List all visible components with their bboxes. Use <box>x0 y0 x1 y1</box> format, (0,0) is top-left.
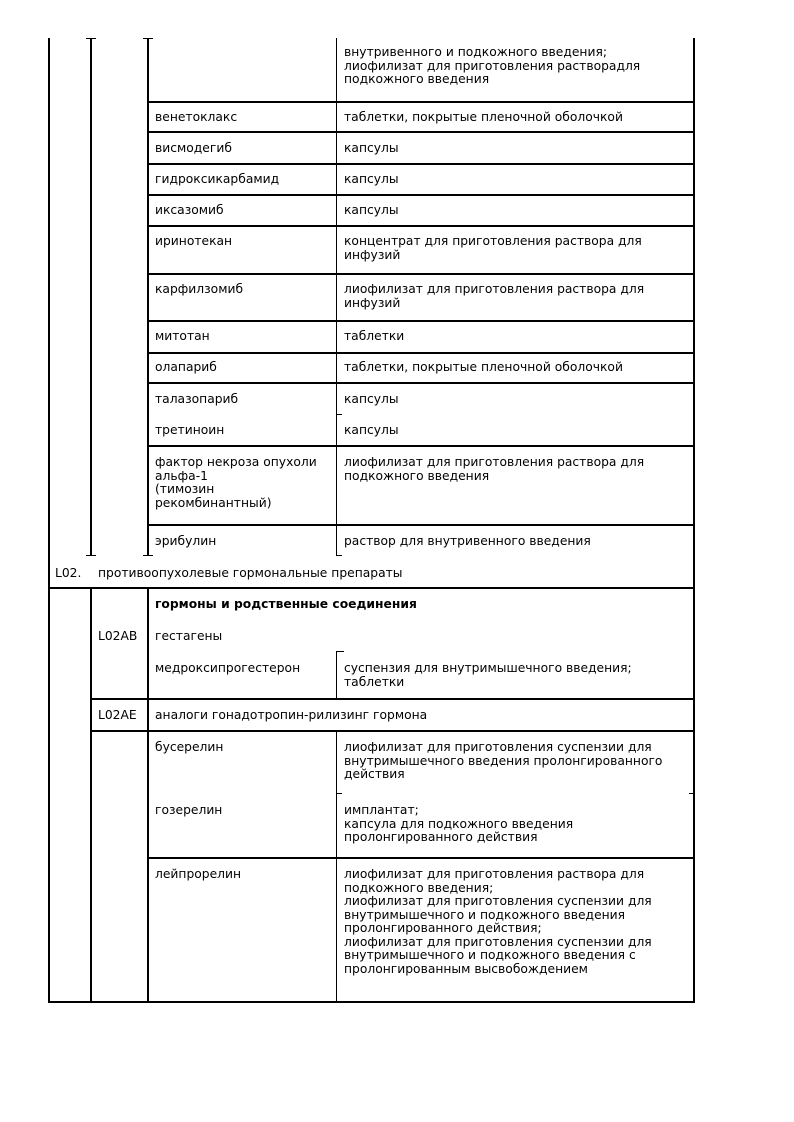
drug-form: лиофилизат для приготовления раствора для подкожного введения <box>344 455 645 483</box>
drug-name: гозерелин <box>155 803 223 817</box>
row-divider <box>147 194 695 196</box>
drug-name: висмодегиб <box>155 141 232 155</box>
row-divider <box>90 698 695 700</box>
top-tick <box>86 38 96 39</box>
row-divider <box>147 131 695 133</box>
drug-form: капсулы <box>344 141 399 155</box>
subgroup-label: гормоны и родственные соединения <box>155 597 417 611</box>
drug-form: таблетки, покрытые пленочной оболочкой <box>344 360 623 374</box>
table-column-line-3 <box>336 38 337 556</box>
drug-form: концентрат для приготовления раствора для инфузий <box>344 234 642 262</box>
drug-form: лиофилизат для приготовления суспензии для внутримышечного введения пролонгированного действия <box>344 740 663 781</box>
table-column-line-2 <box>147 38 149 556</box>
drug-form: суспензия для внутримышечного введения; таблетки <box>344 661 632 689</box>
row-tick <box>336 445 342 446</box>
drug-form: лиофилизат для приготовления раствора для инфузий <box>344 282 645 310</box>
table-column-line-3b <box>336 651 337 698</box>
drug-name: фактор некроза опухоли альфа-1 (тимозин рекомбинантный) <box>155 455 317 510</box>
row-divider <box>48 1001 695 1003</box>
drug-form: внутривенного и подкожного введения; лиофилизат для приготовления растворадля подкожного введения <box>344 45 641 86</box>
table-column-line-3c <box>336 731 337 1003</box>
drug-form: капсулы <box>344 392 399 406</box>
row-tick <box>336 414 342 415</box>
row-divider <box>147 163 695 165</box>
top-tick <box>143 38 153 39</box>
row-divider <box>147 320 695 322</box>
drug-name: олапариб <box>155 360 217 374</box>
drug-form: капсулы <box>344 203 399 217</box>
row-divider <box>147 225 695 227</box>
row-divider <box>336 651 344 652</box>
row-tick <box>86 555 96 556</box>
row-divider <box>147 857 695 859</box>
drug-name: третиноин <box>155 423 225 437</box>
drug-name: медроксипрогестерон <box>155 661 301 675</box>
table-column-line-1 <box>90 38 92 556</box>
drug-form: раствор для внутривенного введения <box>344 534 591 548</box>
drug-name: талазопариб <box>155 392 239 406</box>
drug-name: венетоклакс <box>155 110 238 124</box>
subgroup-label: аналоги гонадотропин-рилизинг гормона <box>155 708 428 722</box>
drug-name: гидроксикарбамид <box>155 172 280 186</box>
table-column-line-1b <box>90 588 92 1003</box>
group-line <box>48 587 695 589</box>
drug-name: лейпрорелин <box>155 867 242 881</box>
drug-name: иксазомиб <box>155 203 224 217</box>
drug-name: бусерелин <box>155 740 224 754</box>
subgroup-code: L02AB <box>98 629 138 643</box>
table-column-line-2b <box>147 588 149 1003</box>
row-divider <box>147 524 695 526</box>
drug-name: иринотекан <box>155 234 233 248</box>
row-tick <box>689 793 695 794</box>
drug-form: таблетки, покрытые пленочной оболочкой <box>344 110 623 124</box>
row-divider <box>147 101 695 103</box>
row-divider <box>147 352 695 354</box>
drug-name: карфилзомиб <box>155 282 244 296</box>
group-label: противоопухолевые гормональные препараты <box>98 566 403 580</box>
row-divider <box>90 730 695 732</box>
drug-name: эрибулин <box>155 534 217 548</box>
row-tick <box>336 555 342 556</box>
drug-form: капсулы <box>344 172 399 186</box>
group-code: L02. <box>55 566 82 580</box>
drug-form: капсулы <box>344 423 399 437</box>
row-divider <box>147 445 695 447</box>
drug-name: митотан <box>155 329 210 343</box>
row-tick <box>336 793 342 794</box>
row-tick <box>143 555 153 556</box>
drug-form: лиофилизат для приготовления раствора для подкожного введения; лиофилизат для приготовления суспензии для внутримышечного и подкожного введения пролонгированного действия; лиофилизат для приготовления суспензии для внутримышечного и подкожного введения с пролонгированным высвобождением <box>344 867 652 976</box>
row-divider <box>147 382 695 384</box>
subgroup-label: гестагены <box>155 629 223 643</box>
drug-form: имплантат; капсула для подкожного введения пролонгированного действия <box>344 803 574 844</box>
table-border-left <box>48 38 50 1003</box>
drug-form: таблетки <box>344 329 405 343</box>
row-divider <box>147 273 695 275</box>
subgroup-code: L02AE <box>98 708 137 722</box>
